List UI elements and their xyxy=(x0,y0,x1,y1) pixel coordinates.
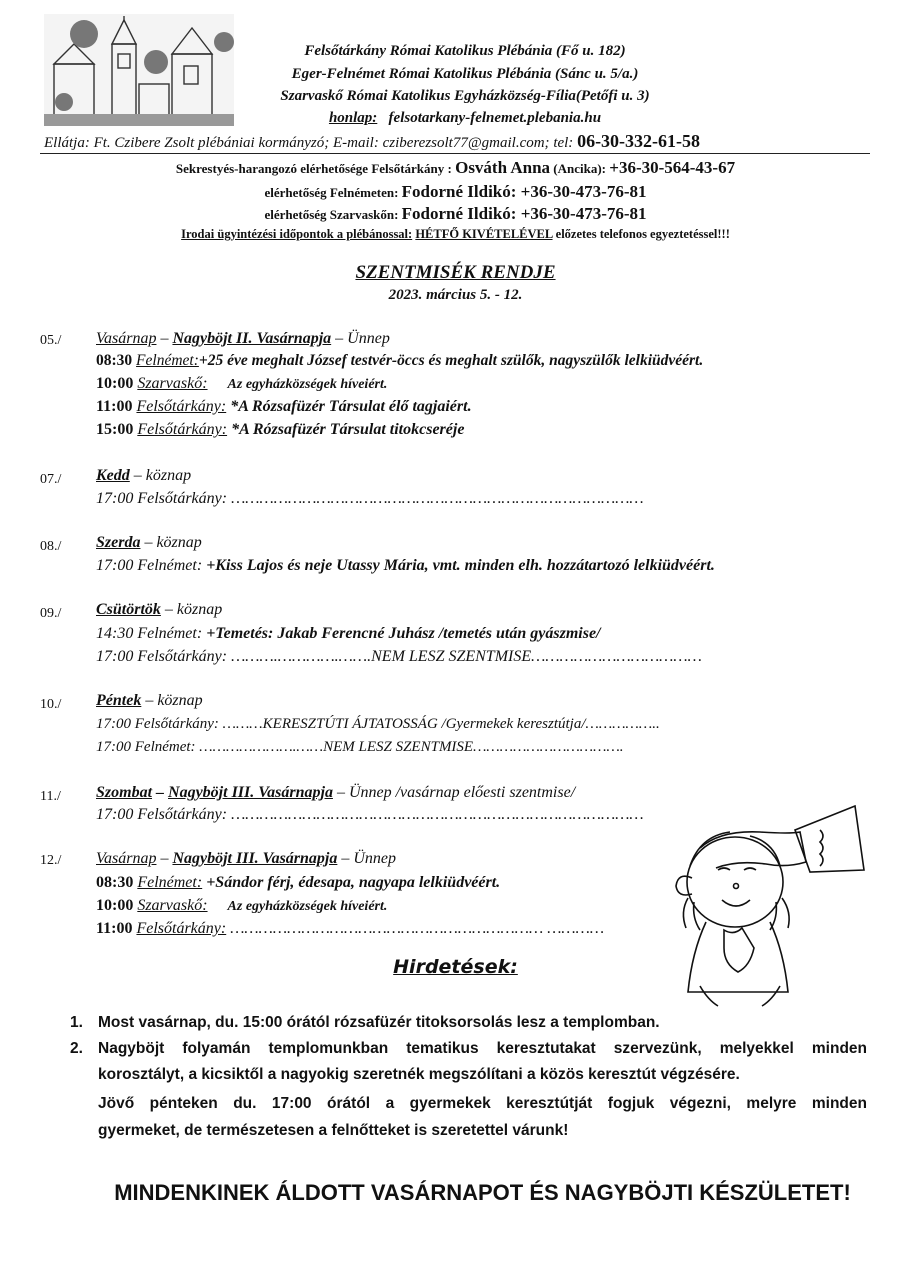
mass-12-2 xyxy=(96,897,387,915)
contact-line xyxy=(44,131,700,152)
mass-07-1: 17:00 Felsőtárkány: …………………………………………………………………………… xyxy=(96,490,644,507)
sacristan-name: Osváth Anna xyxy=(455,158,551,177)
day-07-name: Kedd xyxy=(96,467,130,484)
office-hours-exception: HÉTFŐ KIVÉTELÉVEL xyxy=(415,227,553,241)
day-12-name: Vasárnap xyxy=(96,850,157,867)
mass-09-1 xyxy=(96,625,600,643)
mass-05-3 xyxy=(96,398,472,416)
date-08: 08./ xyxy=(40,539,62,554)
mass-intention: +25 éve meghalt József testvér-öccs és meghalt szülők, nagyszülők lelkiüdvéért. xyxy=(198,352,704,369)
header-divider xyxy=(40,153,870,154)
website-line xyxy=(230,110,700,127)
day-09 xyxy=(96,601,222,619)
mass-place: Szarvaskő: xyxy=(137,897,208,914)
parish-line-3: Szarvaskő Római Katolikus Egyházközség-Fília(Petőfi u. 3) xyxy=(280,88,650,104)
tel-number: 06-30-332-61-58 xyxy=(577,131,701,151)
felnemet-contact xyxy=(0,182,911,202)
day-07 xyxy=(96,467,191,485)
day-08-rest: – köznap xyxy=(144,534,202,551)
church-logo-image xyxy=(44,14,234,126)
date-10: 10./ xyxy=(40,697,62,712)
date-12: 12./ xyxy=(40,853,62,868)
mass-10-2: 17:00 Felnémet: ………………….……NEM LESZ SZENTMISE……………………………. xyxy=(96,739,624,755)
day-12-feast: Nagyböjt III. Vasárnapja xyxy=(172,850,338,867)
parish-line-1: Felsőtárkány Római Katolikus Plébánia (Fő u. 182) xyxy=(304,43,626,59)
mass-place: Felsőtárkány: xyxy=(136,920,227,937)
mass-time: 08:30 xyxy=(96,352,133,369)
email-link[interactable]: cziberezsolt77@gmail.com; xyxy=(382,135,550,151)
schedule-title: SZENTMISÉK RENDJE xyxy=(355,262,556,283)
mass-place: Felsőtárkány: xyxy=(137,421,228,438)
day-09-rest: – köznap xyxy=(164,601,223,618)
tel-label: tel: xyxy=(553,135,574,151)
mass-intention: +Temetés: Jakab Ferencné Juhász /temetés után gyászmise/ xyxy=(206,625,601,642)
mass-09-2: 17:00 Felsőtárkány: ……….………….…….NEM LESZ SZENTMISE……………………………… xyxy=(96,648,702,665)
mass-05-1 xyxy=(96,352,703,370)
day-07-rest: – köznap xyxy=(133,467,192,484)
mass-time: 10:00 xyxy=(96,897,134,914)
announcement-1-number: 1. xyxy=(70,1014,83,1031)
office-hours xyxy=(0,227,911,242)
day-05-name: Vasárnap xyxy=(96,330,157,347)
sacristan-contact xyxy=(0,158,911,178)
mass-08-1 xyxy=(96,557,715,575)
szarvasko-value: Fodorné Ildikó: +36-30-473-76-81 xyxy=(401,204,647,223)
day-12-sep: – xyxy=(160,850,169,867)
sacristan-nick: (Ancika): xyxy=(553,161,607,176)
mass-intention: Az egyházközségek híveiért. xyxy=(227,899,388,914)
day-05 xyxy=(96,330,390,348)
felnemet-value: Fodorné Ildikó: +36-30-473-76-81 xyxy=(401,182,647,201)
announcement-2-line-2: korosztályt, a kicsiktől a nagyokig szeretnék megszólítani a közös keresztút végzésére. xyxy=(98,1066,740,1083)
day-10-rest: – köznap xyxy=(145,692,203,709)
schedule-dates: 2023. március 5. - 12. xyxy=(388,287,523,303)
mass-10-1: 17:00 Felsőtárkány: ………KERESZTÚTI ÁJTATOSSÁG /Gyermekek keresztútja/…………….. xyxy=(96,716,660,732)
day-12-rest: – Ünnep xyxy=(341,850,397,867)
felnemet-label: elérhetőség Felnémeten: xyxy=(264,185,399,200)
announcement-1-text: Most vasárnap, du. 15:00 órától rózsafüzér titoksorsolás lesz a templomban. xyxy=(98,1014,660,1031)
website-label: honlap: xyxy=(328,110,378,126)
day-11-name: Szombat xyxy=(96,784,153,801)
day-12 xyxy=(96,850,396,868)
day-10 xyxy=(96,692,203,710)
mass-intention: *A Rózsafüzér Társulat titokcseréje xyxy=(231,421,465,438)
announcements-title: Hirdetések: xyxy=(393,956,518,978)
date-07: 07./ xyxy=(40,472,62,487)
sacristan-phone: +36-30-564-43-67 xyxy=(609,158,736,177)
day-05-feast: Nagyböjt II. Vasárnapja xyxy=(172,330,332,347)
pastor-info: Ellátja: Ft. Czibere Zsolt plébániai kormányzó; E-mail: xyxy=(44,135,379,151)
szarvasko-contact xyxy=(0,204,911,224)
mass-place: Felsőtárkány: xyxy=(136,398,227,415)
mass-12-1 xyxy=(96,874,500,892)
office-hours-note: előzetes telefonos egyeztetéssel!!! xyxy=(555,227,730,241)
day-11-feast: Nagyböjt III. Vasárnapja xyxy=(168,784,333,801)
mass-place: Felnémet: xyxy=(136,352,199,369)
mass-dots: ………………………………………………………… ………… xyxy=(230,920,605,937)
day-11-rest: – Ünnep /vasárnap előesti szentmise/ xyxy=(336,784,576,801)
day-11-sep: – xyxy=(156,784,165,801)
announcement-2-line-3: Jövő pénteken du. 17:00 órától a gyermekek keresztútját fogjuk végezni, melyre minden xyxy=(98,1095,867,1112)
mass-time-place: 17:00 Felnémet: xyxy=(96,557,203,574)
mass-intention: Az egyházközségek híveiért. xyxy=(227,377,388,392)
closing-greeting: MINDENKINEK ÁLDOTT VASÁRNAPOT ÉS NAGYBÖJTI KÉSZÜLETET! xyxy=(114,1180,851,1205)
mass-place: Szarvaskő: xyxy=(137,375,208,392)
day-10-name: Péntek xyxy=(96,692,142,709)
mass-05-4 xyxy=(96,421,464,439)
mass-05-2 xyxy=(96,375,387,393)
day-05-rest: – Ünnep xyxy=(335,330,390,347)
day-08-name: Szerda xyxy=(96,534,141,551)
mass-intention: +Sándor férj, édesapa, nagyapa lelkiüdvéért. xyxy=(206,874,501,891)
mass-time: 10:00 xyxy=(96,375,134,392)
mass-intention: *A Rózsafüzér Társulat élő tagjaiért. xyxy=(230,398,472,415)
mass-time: 15:00 xyxy=(96,421,134,438)
mass-intention: +Kiss Lajos és neje Utassy Mária, vmt. minden elh. hozzátartozó lelkiüdvéért. xyxy=(206,557,715,574)
mass-11-1: 17:00 Felsőtárkány: …………………………………………………………………………… xyxy=(96,806,644,823)
mass-time: 08:30 xyxy=(96,874,134,891)
mass-time: 11:00 xyxy=(96,398,133,415)
date-05: 05./ xyxy=(40,333,62,348)
announcement-2-line-4: gyermeket, de természetesen a felnőtteket is szeretettel várunk! xyxy=(98,1122,569,1139)
mass-time: 11:00 xyxy=(96,920,133,937)
day-05-sep: – xyxy=(160,330,169,347)
day-11 xyxy=(96,784,575,802)
szarvasko-label: elérhetőség Szarvaskőn: xyxy=(264,207,399,222)
parish-line-2: Eger-Felnémet Római Katolikus Plébánia (Sánc u. 5/a.) xyxy=(291,66,639,82)
mass-place: Felnémet: xyxy=(137,874,203,891)
sacristan-label: Sekrestyés-harangozó elérhetősége Felsőtárkány : xyxy=(175,161,452,176)
mass-12-3 xyxy=(96,920,604,938)
website-link[interactable]: felsotarkany-felnemet.plebania.hu xyxy=(388,110,602,126)
date-11: 11./ xyxy=(40,789,61,804)
child-blessing-illustration xyxy=(660,800,870,1010)
announcement-2-line-1: Nagyböjt folyamán templomunkban tematikus keresztutakat szervezünk, melyekkel minden xyxy=(98,1040,867,1057)
date-09: 09./ xyxy=(40,606,62,621)
office-hours-label: Irodai ügyintézési időpontok a plébánossal: xyxy=(181,227,413,241)
day-08 xyxy=(96,534,202,552)
mass-time-place: 14:30 Felnémet: xyxy=(96,625,203,642)
day-09-name: Csütörtök xyxy=(96,601,161,618)
announcement-2-number: 2. xyxy=(70,1040,83,1057)
